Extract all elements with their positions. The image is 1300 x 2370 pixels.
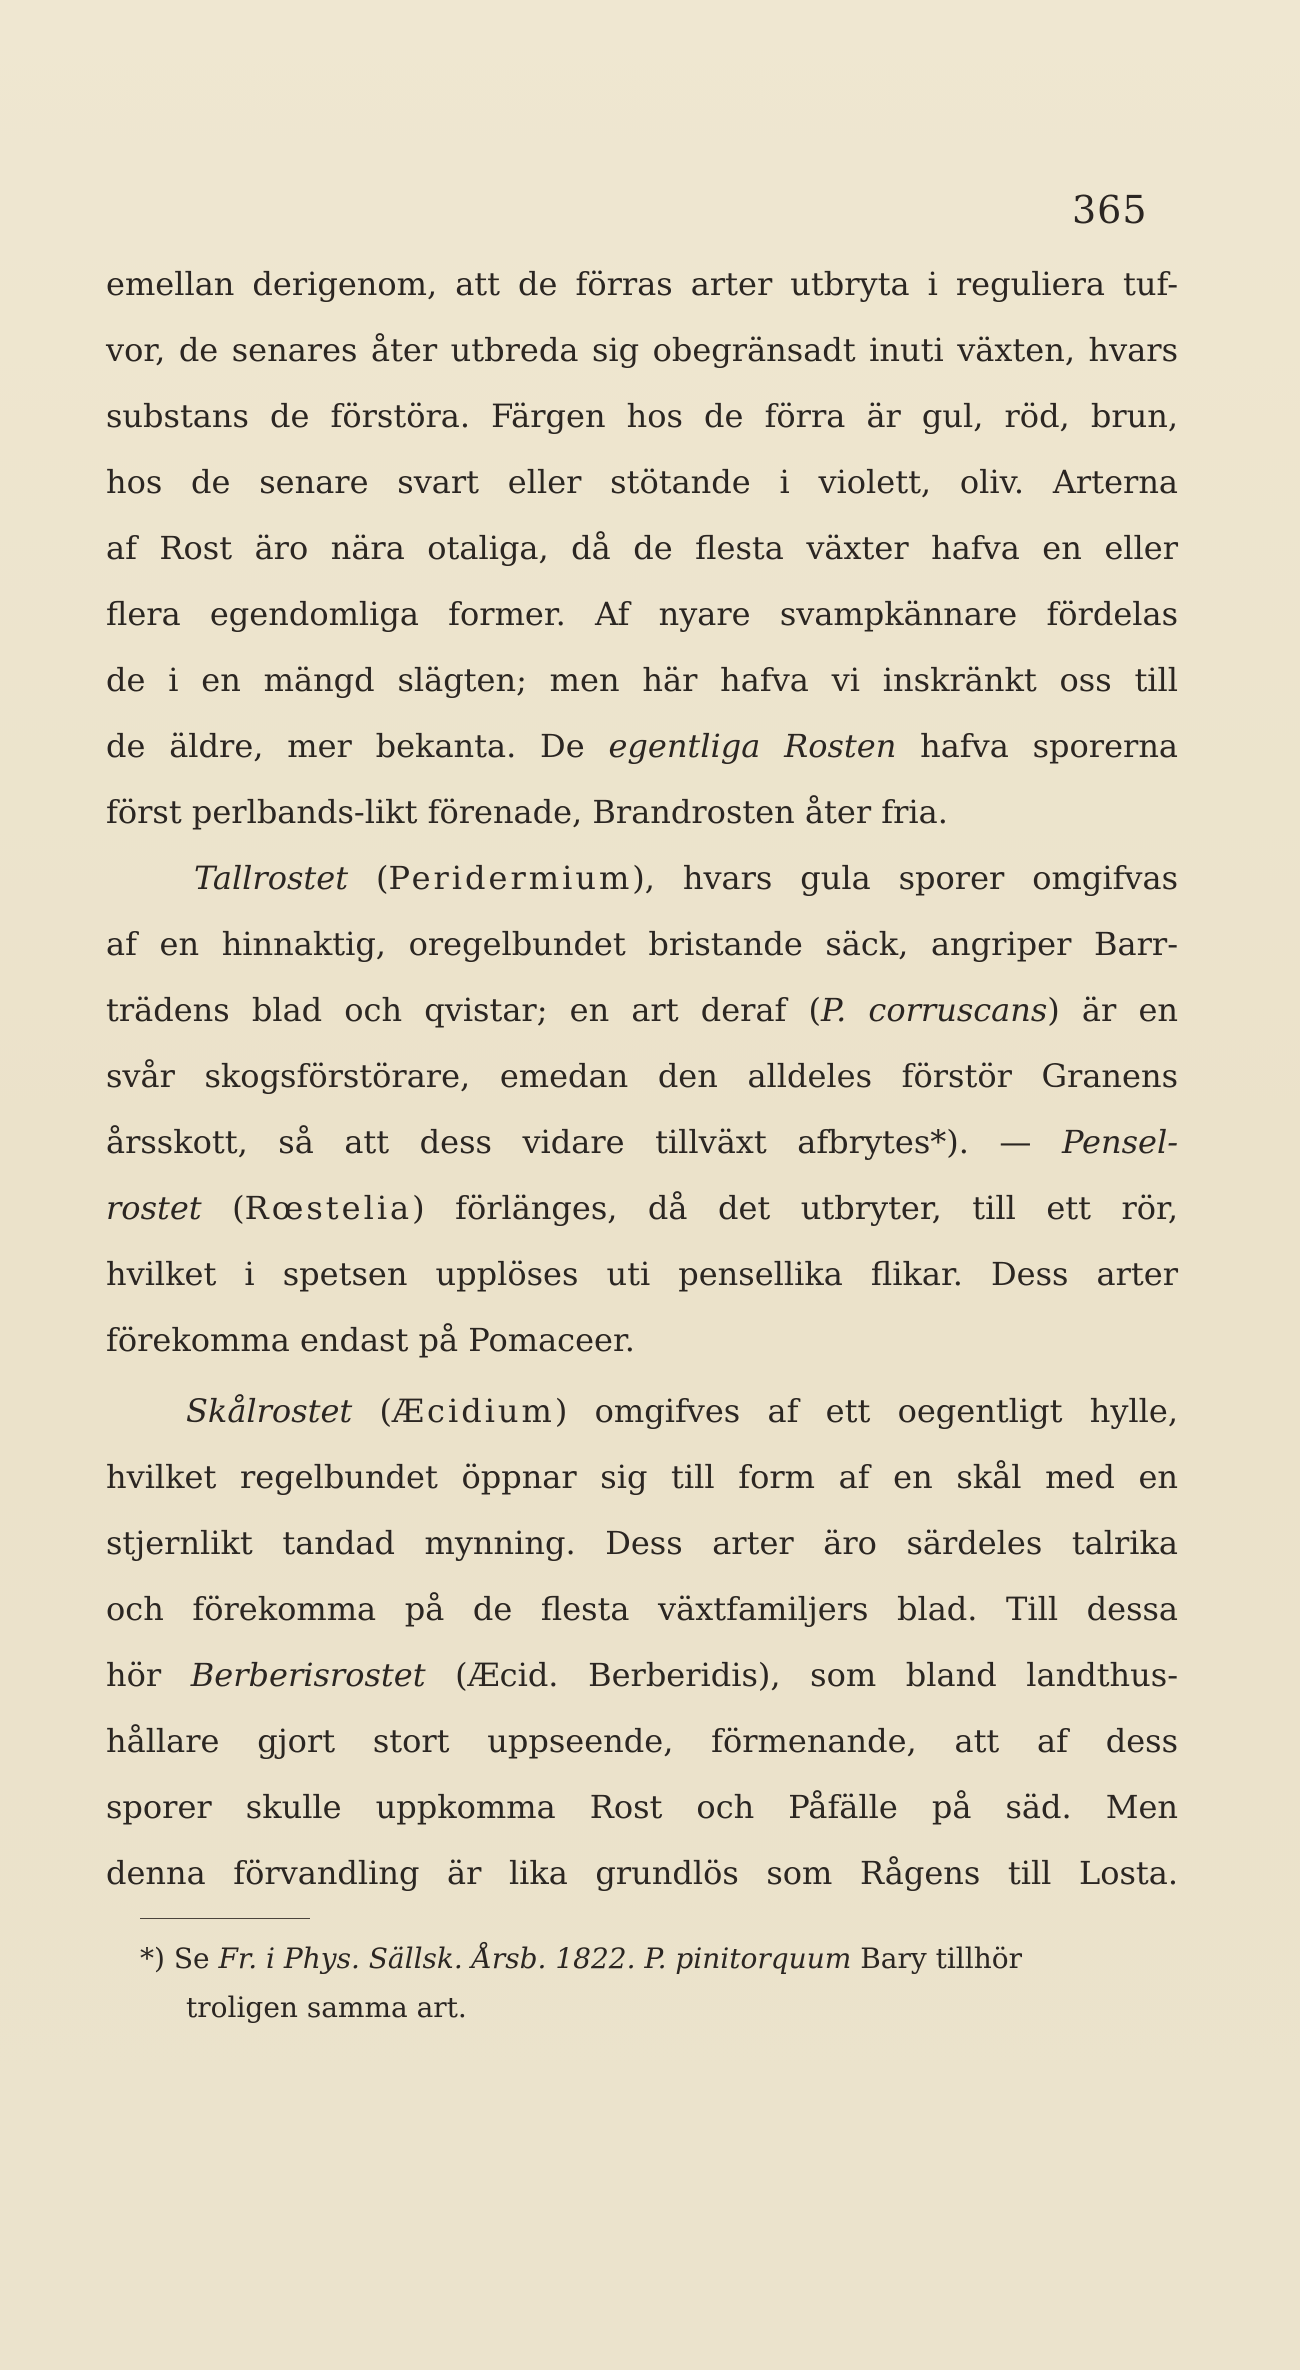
text-line: och förekomma på de flesta växtfamiljers blad. Till dessa xyxy=(106,1590,1178,1628)
text-line: de i en mängd slägten; men här hafva vi inskränkt oss till xyxy=(106,661,1178,699)
text-line: hos de senare svart eller stötande i violett, oliv. Arterna xyxy=(106,463,1178,501)
text-line: hvilket i spetsen upplöses uti pensellika flikar. Dess arter xyxy=(106,1255,1178,1293)
italic-term: egentliga Rosten xyxy=(608,727,897,765)
text-line: Skålrostet (Æcidium) omgifves af ett oegentligt hylle, xyxy=(186,1392,1179,1430)
text-line: förekomma endast på Pomaceer. xyxy=(106,1321,635,1359)
text-line: vor, de senares åter utbreda sig obegränsadt inuti växten, hvars xyxy=(106,331,1178,369)
text-line: de äldre, mer bekanta. De egentliga Rosten hafva sporerna xyxy=(106,727,1179,765)
text-line: hör Berberisrostet (Æcid. Berberidis), som bland landthus- xyxy=(106,1656,1179,1694)
text-line: svår skogsförstörare, emedan den alldeles förstör Granens xyxy=(106,1057,1178,1095)
footnote-divider xyxy=(140,1918,310,1919)
text-line: hållare gjort stort uppseende, förmenande, att af dess xyxy=(106,1722,1178,1760)
footnote-line: troligen samma art. xyxy=(186,1991,467,2024)
footnote-line: *) Se Fr. i Phys. Sällsk. Årsb. 1822. P. pinitorquum Bary tillhör xyxy=(140,1942,1022,1975)
italic-term: Fr. i Phys. Sällsk. Årsb. 1822. P. pinitorquum xyxy=(218,1942,852,1975)
text-line: hvilket regelbundet öppnar sig till form af en skål med en xyxy=(106,1458,1178,1496)
text-line: af en hinnaktig, oregelbundet bristande säck, angriper Barr- xyxy=(106,925,1178,963)
spaced-term: Æcidium xyxy=(392,1392,555,1430)
text-line: stjernlikt tandad mynning. Dess arter äro särdeles talrika xyxy=(106,1524,1178,1562)
text-line: emellan derigenom, att de förras arter utbryta i reguliera tuf- xyxy=(106,265,1178,303)
text-line: trädens blad och qvistar; en art deraf (P. corruscans) är en xyxy=(106,991,1179,1029)
italic-term: Berberisrostet xyxy=(190,1656,426,1694)
italic-term: Pensel- xyxy=(1061,1123,1178,1161)
italic-term: Tallrostet xyxy=(194,859,349,897)
text-line: denna förvandling är lika grundlös som Rågens till Losta. xyxy=(106,1854,1178,1892)
text-line: af Rost äro nära otaliga, då de flesta växter hafva en eller xyxy=(106,529,1178,567)
text-line: substans de förstöra. Färgen hos de förra är gul, röd, brun, xyxy=(106,397,1178,435)
text-line: årsskott, så att dess vidare tillväxt afbrytes*). — Pensel- xyxy=(106,1123,1178,1161)
text-line: flera egendomliga former. Af nyare svampkännare fördelas xyxy=(106,595,1178,633)
page-number: 365 xyxy=(1072,188,1148,232)
text-line: rostet (Rœstelia) förlänges, då det utbryter, till ett rör, xyxy=(106,1189,1179,1227)
text-line: Tallrostet (Peridermium), hvars gula sporer omgifvas xyxy=(194,859,1179,897)
italic-term: Skålrostet xyxy=(186,1392,353,1430)
text-line: sporer skulle uppkomma Rost och Påfälle på säd. Men xyxy=(106,1788,1178,1826)
italic-term: rostet xyxy=(106,1189,202,1227)
italic-term: P. corruscans xyxy=(821,991,1048,1029)
spaced-term: Peridermium xyxy=(388,859,633,897)
text-line: först perlbands-likt förenade, Brandrosten åter fria. xyxy=(106,793,948,831)
spaced-term: Rœstelia xyxy=(244,1189,413,1227)
